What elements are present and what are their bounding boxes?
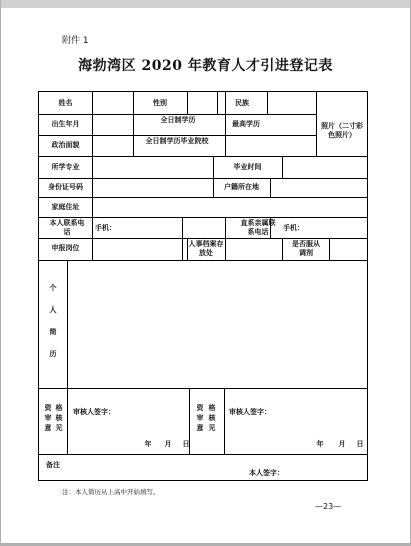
- label-review-left-char: 意: [44, 424, 52, 432]
- label-fulltime-education: 全日制学历: [160, 116, 196, 124]
- col-divider: [316, 92, 317, 156]
- label-fulltime-school: 全日制学历毕业院校: [145, 137, 209, 145]
- label-review-left-char: 见: [55, 424, 63, 432]
- label-reviewer-sign-right: 审核人签字：: [229, 408, 271, 416]
- col-divider: [187, 92, 188, 114]
- col-divider: [329, 238, 330, 260]
- attachment-label: 附件 1: [62, 36, 89, 46]
- row-divider: [39, 156, 367, 157]
- col-divider: [225, 135, 226, 156]
- label-relative-phone: 直系亲属联系电话: [240, 219, 276, 236]
- date-month-right: 月: [338, 440, 346, 448]
- label-review-right-char: 意: [196, 424, 204, 432]
- row-divider: [39, 388, 367, 389]
- col-divider: [67, 260, 68, 454]
- label-review-left-char: 格: [55, 404, 63, 412]
- col-divider: [225, 217, 226, 238]
- label-home-address: 家庭住址: [51, 203, 80, 211]
- label-resume-char-3: 简: [49, 328, 57, 336]
- label-review-right-char: 资: [196, 404, 204, 412]
- row-divider: [39, 178, 367, 179]
- row-divider: [39, 135, 316, 136]
- label-review-left-char: 资: [44, 404, 52, 412]
- label-reviewer-sign-left: 审核人签字：: [73, 408, 115, 416]
- label-gender: 性别: [153, 99, 167, 107]
- window-top-bar: [0, 0, 411, 8]
- date-day-right: 日: [356, 440, 364, 448]
- label-obey-adjustment: 是否服从调剂: [292, 240, 320, 257]
- label-highest-education: 最高学历: [232, 120, 260, 128]
- col-divider: [92, 92, 93, 260]
- label-birth-date: 出生年月: [51, 120, 80, 128]
- col-divider: [224, 388, 225, 454]
- label-review-left-char: 核: [55, 414, 63, 422]
- label-remarks: 备注: [46, 461, 60, 469]
- date-year-left: 年: [144, 440, 152, 448]
- label-review-right-char: 见: [208, 424, 216, 432]
- col-divider: [282, 156, 283, 178]
- date-month-left: 月: [164, 440, 172, 448]
- row-divider: [39, 260, 367, 261]
- page-number: —23—: [315, 502, 342, 511]
- label-hukou: 户籍所在地: [224, 183, 259, 191]
- date-year-right: 年: [316, 440, 324, 448]
- label-review-left-char: 审: [44, 414, 52, 422]
- label-major: 所学专业: [51, 163, 80, 171]
- label-resume-char-4: 历: [49, 350, 57, 358]
- label-id-number: 身份证号码: [48, 183, 83, 191]
- page-border-left: [0, 0, 1, 546]
- label-resume-char-2: 人: [49, 306, 57, 314]
- label-archive-location: 人事档案存放处: [188, 240, 224, 257]
- row-divider: [39, 217, 367, 218]
- label-ethnicity: 民族: [235, 99, 249, 107]
- col-divider: [225, 238, 226, 260]
- registration-form-table: [38, 91, 368, 481]
- row-divider: [39, 238, 367, 239]
- label-political-status: 政治面貌: [51, 141, 80, 149]
- label-review-right-char: 审: [196, 414, 204, 422]
- label-self-sign: 本人签字：: [249, 469, 284, 477]
- label-name: 姓名: [58, 99, 73, 107]
- label-graduation-time: 毕业时间: [233, 163, 262, 171]
- date-day-left: 日: [182, 440, 190, 448]
- label-mobile-1: 手机：: [95, 224, 116, 232]
- label-mobile-2: 手机：: [283, 224, 304, 232]
- label-contact-phone: 本人联系电话: [49, 219, 85, 236]
- col-divider: [282, 238, 283, 260]
- col-divider: [270, 178, 271, 197]
- col-divider: [267, 92, 268, 114]
- page-title: 海勃湾区 2020 年教育人才引进登记表: [78, 58, 333, 74]
- label-resume-char-1: 个: [49, 284, 57, 292]
- footnote: 注：本人简历从上高中开始填写。: [62, 488, 160, 496]
- row-divider: [39, 114, 316, 115]
- row-divider: [39, 454, 367, 455]
- label-applied-position: 申报岗位: [51, 244, 80, 252]
- label-review-right-char: 格: [208, 404, 216, 412]
- col-divider: [182, 217, 183, 260]
- row-divider: [39, 197, 367, 198]
- label-photo: 照片（二寸彩色照片）: [321, 122, 363, 139]
- label-review-right-char: 核: [208, 414, 216, 422]
